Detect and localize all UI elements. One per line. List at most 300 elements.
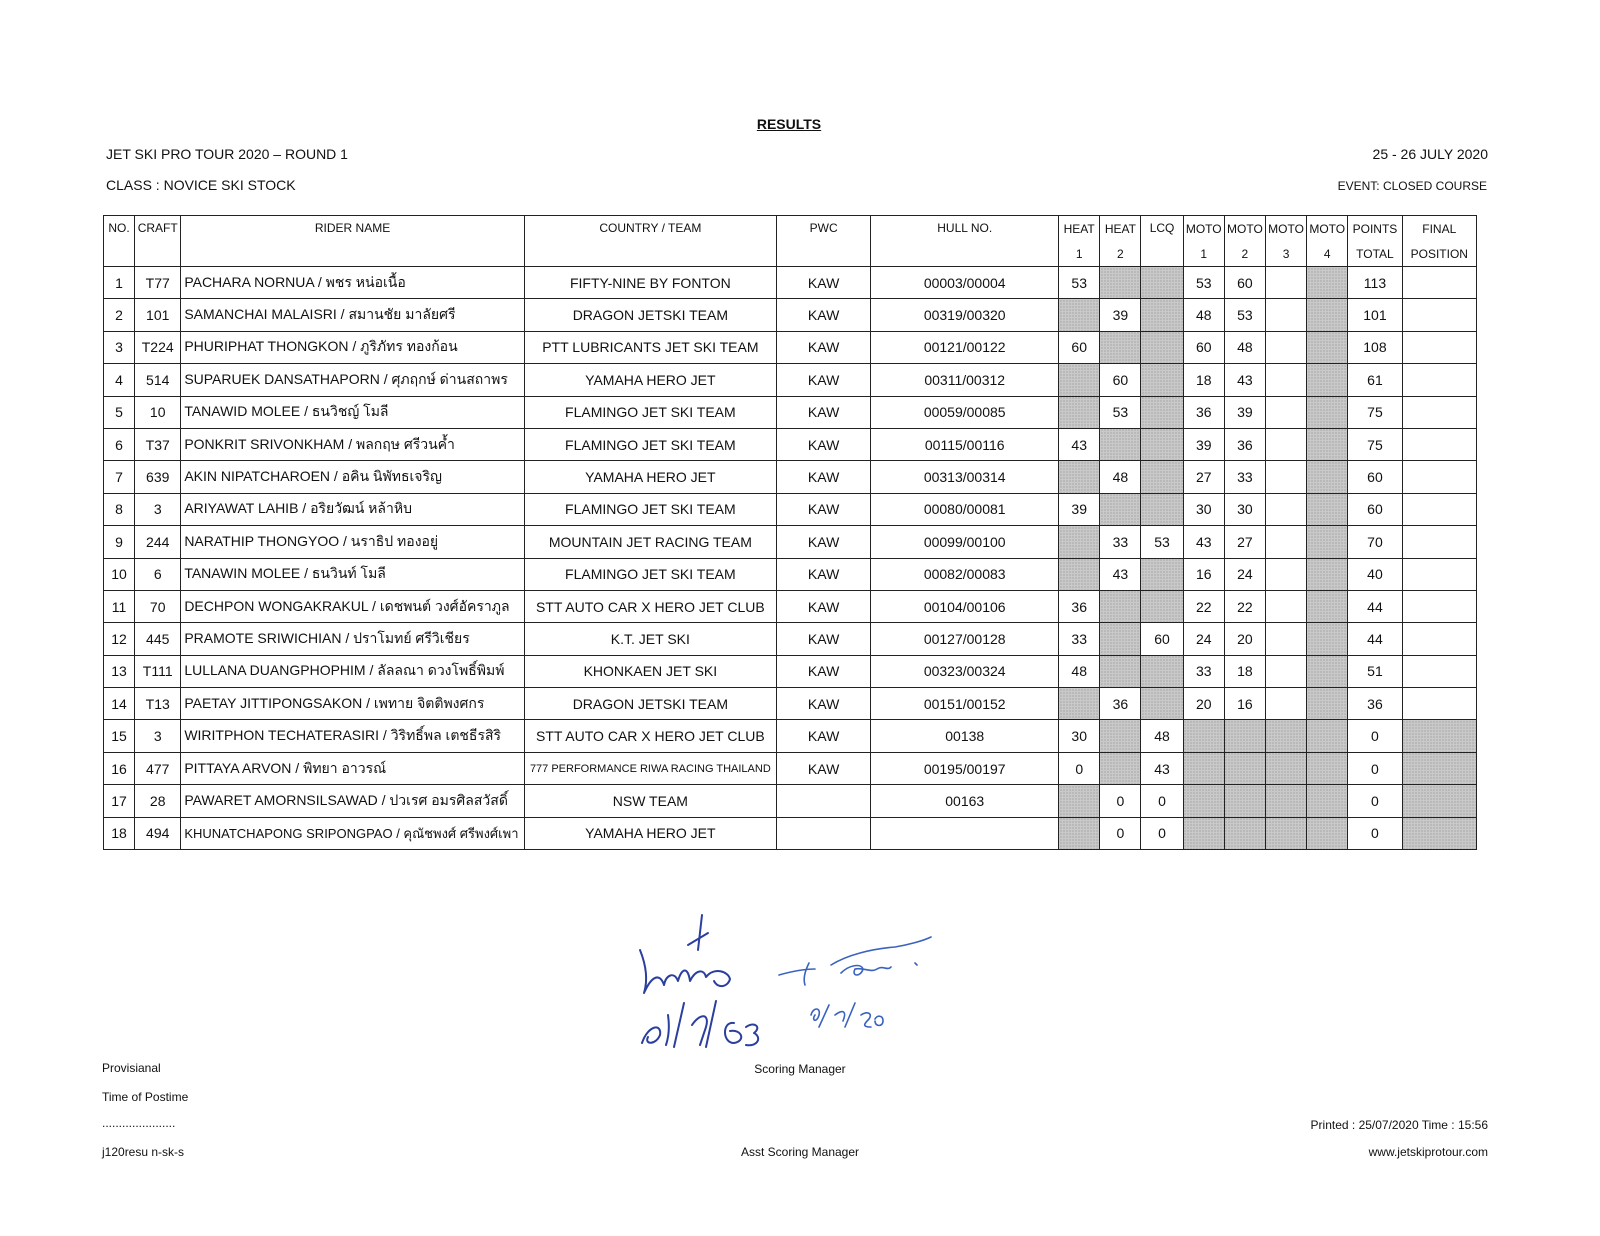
cell-final [1402, 526, 1476, 558]
cell-heat1 [1059, 461, 1100, 493]
cell-final [1402, 623, 1476, 655]
cell-moto3 [1265, 655, 1306, 687]
website-url: www.jetskiprotour.com [1368, 1145, 1488, 1159]
cell-moto4 [1307, 428, 1348, 460]
cell-total: 0 [1348, 817, 1402, 849]
cell-team: STT AUTO CAR X HERO JET CLUB [524, 590, 776, 622]
cell-team: FIFTY-NINE BY FONTON [524, 267, 776, 299]
cell-total: 75 [1348, 396, 1402, 428]
cell-final [1402, 331, 1476, 363]
cell-moto3 [1265, 688, 1306, 720]
table-row [104, 752, 1477, 784]
table-row [104, 655, 1477, 687]
cell-craft: 10 [135, 396, 181, 428]
cell-rider: SAMANCHAI MALAISRI / สมานชัย มาลัยศรี [181, 299, 525, 331]
cell-moto3 [1265, 493, 1306, 525]
cell-moto3 [1265, 785, 1306, 817]
cell-final [1402, 785, 1476, 817]
cell-final [1402, 493, 1476, 525]
cell-moto4 [1307, 299, 1348, 331]
cell-rider: TANAWID MOLEE / ธนวิชญ์ โมลี [181, 396, 525, 428]
cell-moto1: 39 [1183, 428, 1224, 460]
asst-scoring-manager-label: Asst Scoring Manager [740, 1145, 860, 1159]
cell-heat2: 0 [1100, 785, 1141, 817]
cell-moto2: 36 [1224, 428, 1265, 460]
cell-hull: 00323/00324 [871, 655, 1059, 687]
col-moto2-sub: 2 [1224, 241, 1265, 267]
cell-rider: PAETAY JITTIPONGSAKON / เพทาย จิตติพงศกร [181, 688, 525, 720]
scoring-manager-label: Scoring Manager [754, 1062, 846, 1076]
col-moto1: MOTO [1183, 216, 1224, 242]
cell-total: 113 [1348, 267, 1402, 299]
cell-total: 44 [1348, 590, 1402, 622]
table-row [104, 331, 1477, 363]
cell-moto3 [1265, 623, 1306, 655]
cell-heat2 [1100, 428, 1141, 460]
cell-rider: KHUNATCHAPONG SRIPONGPAO / คุณัชพงศ์ ศรีพงศ์เพา [181, 817, 525, 849]
cell-moto2 [1224, 817, 1265, 849]
cell-lcq: 48 [1141, 720, 1183, 752]
cell-no: 2 [104, 299, 135, 331]
cell-moto3 [1265, 817, 1306, 849]
cell-total: 0 [1348, 752, 1402, 784]
cell-moto2: 30 [1224, 493, 1265, 525]
cell-moto4 [1307, 590, 1348, 622]
cell-craft: 70 [135, 590, 181, 622]
col-lcq: LCQ [1141, 216, 1183, 267]
cell-heat2 [1100, 752, 1141, 784]
cell-total: 70 [1348, 526, 1402, 558]
cell-hull: 00127/00128 [871, 623, 1059, 655]
table-row [104, 785, 1477, 817]
cell-heat2 [1100, 267, 1141, 299]
cell-moto1 [1183, 817, 1224, 849]
cell-heat2 [1100, 493, 1141, 525]
cell-rider: PONKRIT SRIVONKHAM / พลกฤษ ศรีวนค้ำ [181, 428, 525, 460]
cell-moto1: 30 [1183, 493, 1224, 525]
col-heat1-sub: 1 [1059, 241, 1100, 267]
cell-moto1: 16 [1183, 558, 1224, 590]
cell-hull: 00138 [871, 720, 1059, 752]
cell-moto2 [1224, 720, 1265, 752]
cell-heat1 [1059, 817, 1100, 849]
cell-moto2: 48 [1224, 331, 1265, 363]
results-table [103, 215, 1477, 850]
event-name: JET SKI PRO TOUR 2020 – ROUND 1 [106, 146, 348, 162]
cell-team: 777 PERFORMANCE RIWA RACING THAILAND [524, 752, 776, 784]
cell-heat1: 36 [1059, 590, 1100, 622]
provisional-label: Provisianal [102, 1061, 161, 1075]
cell-moto3 [1265, 526, 1306, 558]
cell-team: FLAMINGO JET SKI TEAM [524, 558, 776, 590]
cell-heat2: 43 [1100, 558, 1141, 590]
cell-no: 15 [104, 720, 135, 752]
cell-no: 6 [104, 428, 135, 460]
col-heat2-sub: 2 [1100, 241, 1141, 267]
cell-moto2: 43 [1224, 364, 1265, 396]
cell-pwc: KAW [776, 558, 870, 590]
cell-moto4 [1307, 364, 1348, 396]
cell-craft: T224 [135, 331, 181, 363]
cell-total: 61 [1348, 364, 1402, 396]
cell-craft: 639 [135, 461, 181, 493]
col-moto4-sub: 4 [1307, 241, 1348, 267]
cell-heat2: 60 [1100, 364, 1141, 396]
cell-hull: 00319/00320 [871, 299, 1059, 331]
cell-final [1402, 428, 1476, 460]
cell-pwc [776, 817, 870, 849]
cell-final [1402, 590, 1476, 622]
cell-team: MOUNTAIN JET RACING TEAM [524, 526, 776, 558]
table-row [104, 299, 1477, 331]
cell-craft: 6 [135, 558, 181, 590]
cell-moto2: 24 [1224, 558, 1265, 590]
cell-lcq: 53 [1141, 526, 1183, 558]
col-final-sub: POSITION [1402, 241, 1476, 267]
col-points: POINTS [1348, 216, 1402, 242]
cell-moto4 [1307, 752, 1348, 784]
cell-lcq: 43 [1141, 752, 1183, 784]
col-heat1: HEAT [1059, 216, 1100, 242]
cell-heat1: 30 [1059, 720, 1100, 752]
cell-pwc: KAW [776, 655, 870, 687]
cell-moto2: 39 [1224, 396, 1265, 428]
cell-pwc: KAW [776, 299, 870, 331]
cell-hull: 00104/00106 [871, 590, 1059, 622]
cell-craft: T37 [135, 428, 181, 460]
cell-moto2: 53 [1224, 299, 1265, 331]
cell-moto3 [1265, 267, 1306, 299]
cell-heat1 [1059, 558, 1100, 590]
cell-craft: T77 [135, 267, 181, 299]
table-row [104, 526, 1477, 558]
cell-lcq [1141, 299, 1183, 331]
col-moto1-sub: 1 [1183, 241, 1224, 267]
col-moto2: MOTO [1224, 216, 1265, 242]
cell-moto3 [1265, 558, 1306, 590]
cell-lcq: 60 [1141, 623, 1183, 655]
table-row [104, 267, 1477, 299]
cell-pwc: KAW [776, 396, 870, 428]
table-row [104, 364, 1477, 396]
cell-moto4 [1307, 461, 1348, 493]
cell-total: 51 [1348, 655, 1402, 687]
cell-moto3 [1265, 364, 1306, 396]
cell-craft: 3 [135, 493, 181, 525]
cell-rider: PHURIPHAT THONGKON / ภูริภัทร ทองก้อน [181, 331, 525, 363]
cell-pwc: KAW [776, 428, 870, 460]
cell-craft: 244 [135, 526, 181, 558]
table-row [104, 688, 1477, 720]
cell-lcq [1141, 461, 1183, 493]
cell-moto2: 27 [1224, 526, 1265, 558]
cell-rider: PITTAYA ARVON / พิทยา อาวรณ์ [181, 752, 525, 784]
cell-hull [871, 817, 1059, 849]
cell-heat2: 33 [1100, 526, 1141, 558]
cell-team: DRAGON JETSKI TEAM [524, 688, 776, 720]
signature-asst-scoring-manager [775, 935, 935, 1035]
time-of-postime-label: Time of Postime [102, 1090, 189, 1104]
cell-final [1402, 267, 1476, 299]
cell-moto2: 20 [1224, 623, 1265, 655]
cell-moto3 [1265, 299, 1306, 331]
cell-total: 0 [1348, 785, 1402, 817]
cell-craft: 28 [135, 785, 181, 817]
cell-heat2: 53 [1100, 396, 1141, 428]
cell-lcq [1141, 590, 1183, 622]
cell-rider: SUPARUEK DANSATHAPORN / ศุภฤกษ์ ด่านสถาพร [181, 364, 525, 396]
cell-rider: TANAWIN MOLEE / ธนวินท์ โมลี [181, 558, 525, 590]
col-craft: CRAFT [135, 216, 181, 267]
cell-team: PTT LUBRICANTS JET SKI TEAM [524, 331, 776, 363]
table-row [104, 558, 1477, 590]
cell-total: 60 [1348, 493, 1402, 525]
cell-heat1: 39 [1059, 493, 1100, 525]
cell-lcq [1141, 396, 1183, 428]
cell-total: 40 [1348, 558, 1402, 590]
cell-no: 5 [104, 396, 135, 428]
cell-rider: NARATHIP THONGYOO / นราธิป ทองอยู่ [181, 526, 525, 558]
table-row [104, 590, 1477, 622]
cell-moto1 [1183, 785, 1224, 817]
cell-no: 17 [104, 785, 135, 817]
cell-team: NSW TEAM [524, 785, 776, 817]
cell-total: 36 [1348, 688, 1402, 720]
cell-heat1 [1059, 526, 1100, 558]
cell-heat2 [1100, 623, 1141, 655]
table-row [104, 396, 1477, 428]
cell-pwc: KAW [776, 720, 870, 752]
cell-heat1: 33 [1059, 623, 1100, 655]
cell-final [1402, 299, 1476, 331]
event-date: 25 - 26 JULY 2020 [1372, 146, 1488, 162]
cell-moto1 [1183, 752, 1224, 784]
cell-pwc: KAW [776, 752, 870, 784]
cell-no: 8 [104, 493, 135, 525]
cell-heat2 [1100, 331, 1141, 363]
cell-moto1 [1183, 720, 1224, 752]
cell-moto1: 18 [1183, 364, 1224, 396]
cell-craft: 101 [135, 299, 181, 331]
table-row [104, 623, 1477, 655]
cell-moto2: 16 [1224, 688, 1265, 720]
cell-hull: 00311/00312 [871, 364, 1059, 396]
cell-rider: AKIN NIPATCHAROEN / อคิน นิพัทธเจริญ [181, 461, 525, 493]
class-label: CLASS : NOVICE SKI STOCK [106, 177, 296, 193]
printed-timestamp: Printed : 25/07/2020 Time : 15:56 [1310, 1118, 1488, 1132]
cell-moto4 [1307, 526, 1348, 558]
cell-team: YAMAHA HERO JET [524, 364, 776, 396]
cell-moto1: 27 [1183, 461, 1224, 493]
cell-moto4 [1307, 817, 1348, 849]
cell-team: FLAMINGO JET SKI TEAM [524, 493, 776, 525]
cell-rider: WIRITPHON TECHATERASIRI / วิริทธิ์พล เตชธีรสิริ [181, 720, 525, 752]
cell-heat2 [1100, 590, 1141, 622]
cell-craft: 514 [135, 364, 181, 396]
cell-heat1: 48 [1059, 655, 1100, 687]
cell-moto3 [1265, 461, 1306, 493]
cell-moto4 [1307, 396, 1348, 428]
table-row [104, 817, 1477, 849]
cell-rider: LULLANA DUANGPHOPHIM / ลัลลณา ดวงโพธิ์พิมพ์ [181, 655, 525, 687]
cell-no: 16 [104, 752, 135, 784]
cell-rider: PACHARA NORNUA / พชร หน่อเนื้อ [181, 267, 525, 299]
results-body [104, 267, 1477, 850]
cell-moto1: 43 [1183, 526, 1224, 558]
cell-lcq: 0 [1141, 785, 1183, 817]
cell-craft: 477 [135, 752, 181, 784]
cell-lcq [1141, 428, 1183, 460]
cell-moto1: 36 [1183, 396, 1224, 428]
cell-hull: 00313/00314 [871, 461, 1059, 493]
cell-final [1402, 720, 1476, 752]
cell-no: 9 [104, 526, 135, 558]
cell-moto3 [1265, 331, 1306, 363]
col-moto3-sub: 3 [1265, 241, 1306, 267]
cell-moto1: 33 [1183, 655, 1224, 687]
cell-pwc: KAW [776, 364, 870, 396]
cell-heat1: 43 [1059, 428, 1100, 460]
cell-pwc: KAW [776, 461, 870, 493]
cell-heat2: 36 [1100, 688, 1141, 720]
cell-heat2 [1100, 655, 1141, 687]
cell-no: 7 [104, 461, 135, 493]
cell-rider: PAWARET AMORNSILSAWAD / ปวเรศ อมรศิลสวัสดิ์ [181, 785, 525, 817]
cell-moto3 [1265, 720, 1306, 752]
cell-moto2: 33 [1224, 461, 1265, 493]
cell-moto4 [1307, 785, 1348, 817]
cell-lcq: 0 [1141, 817, 1183, 849]
cell-lcq [1141, 558, 1183, 590]
cell-team: K.T. JET SKI [524, 623, 776, 655]
cell-hull: 00115/00116 [871, 428, 1059, 460]
cell-lcq [1141, 493, 1183, 525]
cell-moto4 [1307, 720, 1348, 752]
cell-pwc: KAW [776, 590, 870, 622]
cell-moto1: 22 [1183, 590, 1224, 622]
cell-final [1402, 396, 1476, 428]
cell-hull: 00195/00197 [871, 752, 1059, 784]
cell-team: FLAMINGO JET SKI TEAM [524, 396, 776, 428]
postime-dots: ...................... [102, 1116, 176, 1130]
cell-pwc: KAW [776, 623, 870, 655]
cell-pwc: KAW [776, 331, 870, 363]
cell-lcq [1141, 267, 1183, 299]
col-pwc: PWC [776, 216, 870, 267]
cell-heat1 [1059, 364, 1100, 396]
cell-moto4 [1307, 267, 1348, 299]
cell-no: 13 [104, 655, 135, 687]
table-row [104, 493, 1477, 525]
col-heat2: HEAT [1100, 216, 1141, 242]
cell-hull: 00121/00122 [871, 331, 1059, 363]
table-row [104, 720, 1477, 752]
col-final: FINAL [1402, 216, 1476, 242]
cell-pwc: KAW [776, 267, 870, 299]
cell-lcq [1141, 655, 1183, 687]
cell-moto2: 22 [1224, 590, 1265, 622]
table-row [104, 428, 1477, 460]
cell-heat1 [1059, 688, 1100, 720]
cell-heat2: 39 [1100, 299, 1141, 331]
cell-team: DRAGON JETSKI TEAM [524, 299, 776, 331]
cell-rider: PRAMOTE SRIWICHIAN / ปราโมทย์ ศรีวิเชียร [181, 623, 525, 655]
cell-heat1: 0 [1059, 752, 1100, 784]
cell-hull: 00003/00004 [871, 267, 1059, 299]
cell-hull: 00080/00081 [871, 493, 1059, 525]
cell-heat1: 60 [1059, 331, 1100, 363]
cell-total: 0 [1348, 720, 1402, 752]
cell-no: 18 [104, 817, 135, 849]
cell-total: 101 [1348, 299, 1402, 331]
cell-moto4 [1307, 558, 1348, 590]
table-row [104, 461, 1477, 493]
cell-moto1: 60 [1183, 331, 1224, 363]
cell-final [1402, 558, 1476, 590]
cell-heat1 [1059, 299, 1100, 331]
cell-pwc: KAW [776, 688, 870, 720]
cell-no: 10 [104, 558, 135, 590]
col-team: COUNTRY / TEAM [524, 216, 776, 267]
cell-team: KHONKAEN JET SKI [524, 655, 776, 687]
cell-hull: 00082/00083 [871, 558, 1059, 590]
cell-rider: DECHPON WONGAKRAKUL / เดชพนต์ วงศ์อัคราภูล [181, 590, 525, 622]
cell-craft: 445 [135, 623, 181, 655]
cell-moto2: 60 [1224, 267, 1265, 299]
cell-moto3 [1265, 590, 1306, 622]
cell-team: FLAMINGO JET SKI TEAM [524, 428, 776, 460]
header-row-top [104, 216, 1477, 242]
cell-moto3 [1265, 396, 1306, 428]
page-title: RESULTS [756, 116, 822, 132]
cell-lcq [1141, 331, 1183, 363]
cell-rider: ARIYAWAT LAHIB / อริยวัฒน์ หล้าหิบ [181, 493, 525, 525]
cell-team: YAMAHA HERO JET [524, 461, 776, 493]
cell-moto1: 53 [1183, 267, 1224, 299]
cell-lcq [1141, 364, 1183, 396]
cell-no: 12 [104, 623, 135, 655]
cell-no: 1 [104, 267, 135, 299]
cell-moto2 [1224, 785, 1265, 817]
cell-moto4 [1307, 493, 1348, 525]
col-moto4: MOTO [1307, 216, 1348, 242]
cell-moto4 [1307, 623, 1348, 655]
cell-no: 3 [104, 331, 135, 363]
cell-moto3 [1265, 752, 1306, 784]
cell-team: STT AUTO CAR X HERO JET CLUB [524, 720, 776, 752]
cell-moto2 [1224, 752, 1265, 784]
cell-hull: 00059/00085 [871, 396, 1059, 428]
cell-moto2: 18 [1224, 655, 1265, 687]
cell-moto1: 20 [1183, 688, 1224, 720]
cell-final [1402, 461, 1476, 493]
event-type: EVENT: CLOSED COURSE [1337, 179, 1487, 193]
cell-heat1: 53 [1059, 267, 1100, 299]
cell-moto1: 24 [1183, 623, 1224, 655]
cell-hull: 00163 [871, 785, 1059, 817]
cell-pwc: KAW [776, 493, 870, 525]
cell-craft: 494 [135, 817, 181, 849]
cell-final [1402, 688, 1476, 720]
cell-heat2: 48 [1100, 461, 1141, 493]
cell-final [1402, 655, 1476, 687]
col-points-sub: TOTAL [1348, 241, 1402, 267]
cell-no: 14 [104, 688, 135, 720]
cell-heat1 [1059, 785, 1100, 817]
col-moto3: MOTO [1265, 216, 1306, 242]
cell-moto3 [1265, 428, 1306, 460]
signature-scoring-manager [630, 905, 770, 1055]
